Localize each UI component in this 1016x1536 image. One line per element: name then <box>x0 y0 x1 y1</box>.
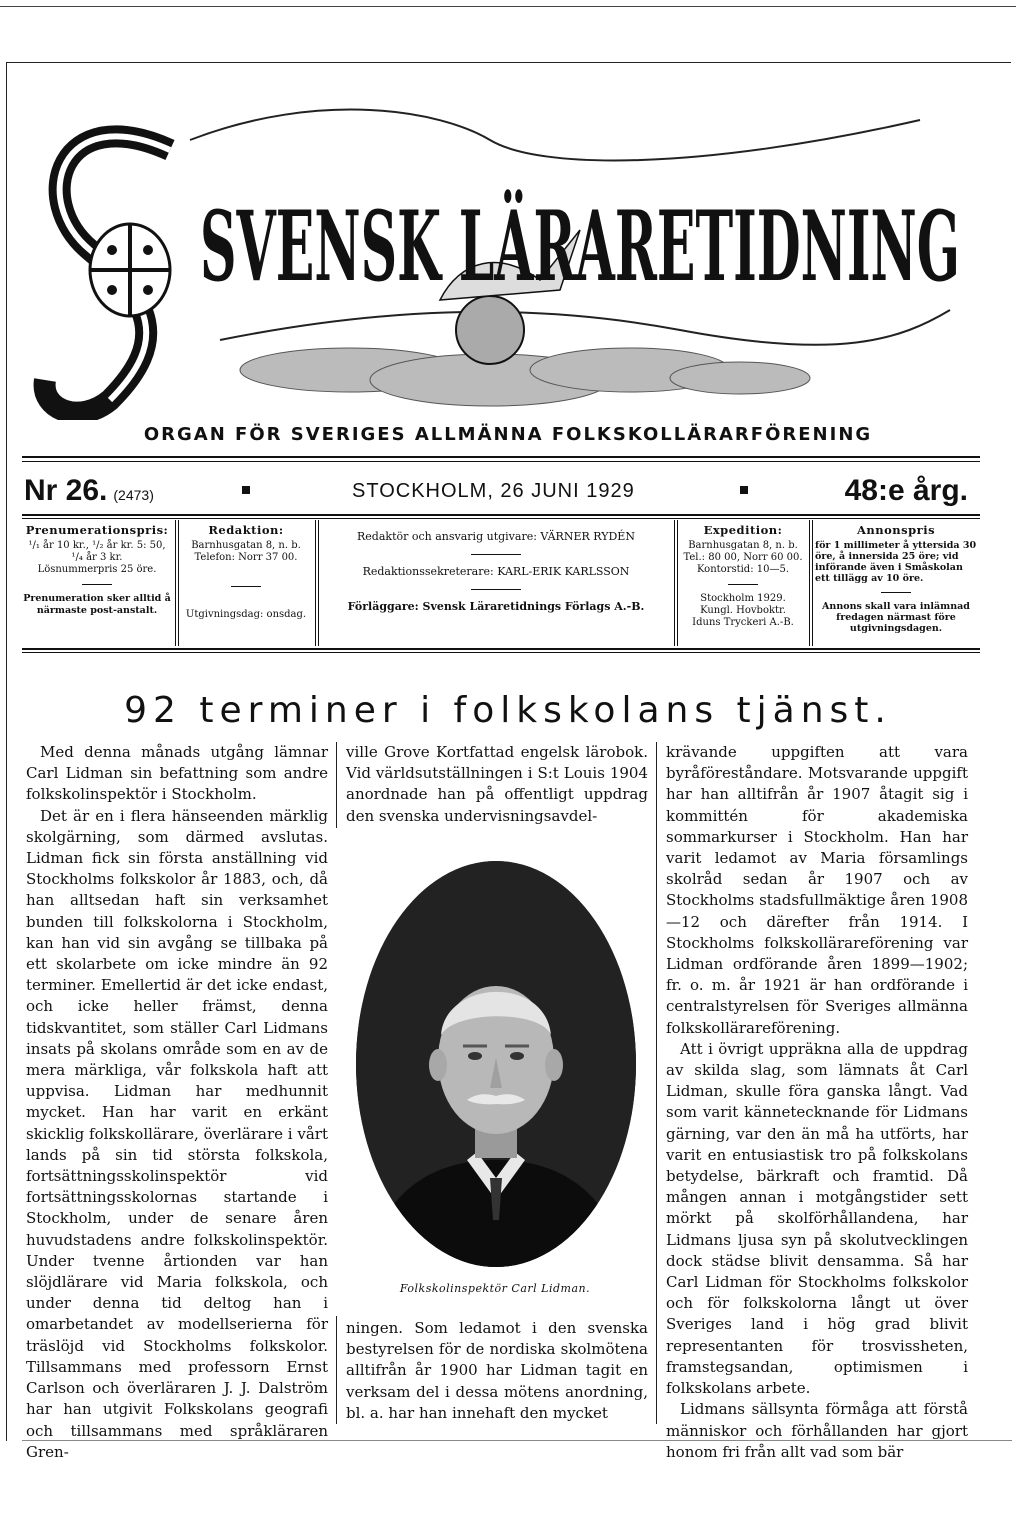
expedition-box <box>679 520 807 642</box>
advertising-heading: Annonspris <box>856 523 936 537</box>
editor-line: Redaktör och ansvarig utgivare: VÄRNER RYDÉN <box>357 530 635 543</box>
divider <box>471 554 521 555</box>
editorial-address: Barnhusgatan 8, n. b. <box>191 540 301 551</box>
issue-number: Nr 26. (2473) <box>24 474 154 507</box>
masthead-logo <box>20 80 980 420</box>
paragraph: ningen. Som ledamot i den svenska bestyrelsen för de nordiska skolmötena alltifrån år 1900 har Lidman tagit en verksam del i dessa mötens anordning, bl. a. har han innehaft den mycket <box>346 1319 648 1422</box>
staff-box <box>320 520 672 642</box>
printer-line: Kungl. Hovboktr. <box>700 605 786 616</box>
column-separator <box>677 520 678 646</box>
portrait-image <box>355 860 637 1268</box>
column-separator <box>175 520 176 646</box>
issue-serial: (2473) <box>113 487 154 503</box>
subscription-line: ¹/₄ år 3 kr. <box>71 552 123 563</box>
secretary-line: Redaktionssekreterare: KARL-ERIK KARLSSON <box>362 565 630 578</box>
article-headline: 92 terminer i folkskolans tjänst. <box>124 690 892 731</box>
column-rule <box>656 742 657 1424</box>
paragraph: Med denna månads utgång lämnar Carl Lidman sin befattning som andre folkskolinspektör i Stockholm. <box>26 743 328 804</box>
rule-mid-2 <box>22 518 980 519</box>
article-column-2-top <box>346 742 648 827</box>
column-rule <box>336 742 337 828</box>
expedition-phone: Tel.: 80 00, Norr 60 00. <box>683 552 803 563</box>
place-date: STOCKHOLM, 26 JUNI 1929 <box>352 480 635 502</box>
rule-top-1 <box>22 456 980 458</box>
paragraph: ville Grove Kortfattad engelsk lärobok. Vid världsutställningen i S:t Louis 1904 anordnade han på offentligt uppdrag den svenska undervisningsavdel- <box>346 743 648 825</box>
editorial-phone: Telefon: Norr 37 00. <box>194 552 298 563</box>
advertising-box <box>815 520 977 642</box>
issue-row <box>22 474 980 514</box>
organ-subtitle: ORGAN FÖR SVERIGES ALLMÄNNA FOLKSKOLLÄRARFÖRENING <box>143 424 873 445</box>
article-column-1 <box>26 742 328 1463</box>
printer-line: Iduns Tryckeri A.-B. <box>692 617 794 628</box>
article-column-3 <box>666 742 968 1463</box>
subscription-box <box>22 520 172 642</box>
column-separator <box>178 520 179 646</box>
paragraph: krävande uppgiften att vara byråföreståndare. Motsvarande uppgift har han alltifrån år 1907 åtagit sig i kommittén för akademiska sommarkurser i Stockholm. Han har varit ledamot av Maria församlings skolråd sedan år 1907 och av Stockholms stadsfullmäktige åren 1908—12 och därefter från 1914. I Stockholms folkskollärareförening var Lidman ordförande åren 1899—1902; fr. o. m. år 1921 är han ordförande i centralstyrelsen för Sveriges allmänna folkskollärareförening. <box>666 743 968 1037</box>
paragraph: Lidmans sällsynta förmåga att förstå människor och förhållanden har gjort honom fri från allt vad som bär <box>666 1400 968 1461</box>
divider <box>231 586 261 587</box>
article-column-2-bottom <box>346 1318 648 1424</box>
editorial-box <box>180 520 312 642</box>
rule-bottom-2 <box>22 652 980 653</box>
subscription-heading: Prenumerationspris: <box>25 523 169 537</box>
subscription-note: Prenumeration sker alltid å närmaste post-anstalt. <box>23 593 171 616</box>
advertising-deadline: Annons skall vara inlämnad fredagen närmast före utgivningsdagen. <box>822 601 970 634</box>
top-edge-line <box>0 6 1016 7</box>
publishing-day: Utgivningsdag: onsdag. <box>185 609 307 620</box>
expedition-address: Barnhusgatan 8, n. b. <box>688 540 798 551</box>
column-rule <box>336 1316 337 1424</box>
paragraph: Det är en i flera hänseenden märklig skolgärning, som därmed avslutas. Lidman fick sin första anställning vid Stockholms folkskolor år 1883, och, då han alltsedan haft sin verksamhet bunden till folkskolorna i Stockholm, kan han vid sin avgång se tillbaka på ett skolarbete om icke mindre än 92 terminer. Emellertid är det icke endast, och icke heller främst, denna tidskvantitet, som ställer Carl Lidmans insats på skolans område som en av de mera märkliga, vår folkskola haft att uppvisa. Lidman har medhunnit mycket. Han har varit en erkänt skicklig folkskollärare, överlärare i vårt lands på sin tid största folkskola, fortsättningsskolinspektör vid fortsättningsskolornas startande i Stockholm, under de senare åren huvudstadens andre folkskolinspektör. Under tvenne årtionden var han slöjdlärare vid Maria folkskola, och under denna tid deltog han i omarbetandet av modellserierna för träslöjd vid Stockholms folkskolor. Tillsammans med professorn Ernst Carlson och överläraren J. J. Dalström har han utgivit Folkskolans geografi och tillsammans med språkläraren Gren- <box>26 806 328 1461</box>
rule-top-2 <box>22 461 980 462</box>
divider <box>471 589 521 590</box>
bottom-rule <box>22 1440 1012 1441</box>
advertising-rates: för 1 millimeter å yttersida 30 öre, å innersida 25 öre; vid införande även i Småskolan ett tillägg av 10 öre. <box>815 540 977 584</box>
divider <box>881 592 911 593</box>
photo-caption: Folkskolinspektör Carl Lidman. <box>399 1282 591 1295</box>
bullet-icon <box>242 486 250 494</box>
column-separator <box>812 520 813 646</box>
rule-mid-1 <box>22 514 980 516</box>
rule-bottom-1 <box>22 648 980 650</box>
portrait-photo <box>355 860 637 1268</box>
subscription-line: ¹/₁ år 10 kr., ¹/₂ år kr. 5: 50, <box>28 540 166 551</box>
column-separator <box>809 520 810 646</box>
column-separator <box>315 520 316 646</box>
divider <box>82 584 112 585</box>
expedition-heading: Expedition: <box>703 523 783 537</box>
divider <box>728 584 758 585</box>
column-separator <box>674 520 675 646</box>
column-separator <box>318 520 319 646</box>
printer-line: Stockholm 1929. <box>700 593 786 604</box>
masthead-artwork <box>20 80 980 420</box>
volume-year: 48:e årg. <box>844 474 968 507</box>
publisher-line: Förläggare: Svensk Läraretidnings Förlags A.-B. <box>347 600 645 613</box>
bullet-icon <box>740 486 748 494</box>
office-hours: Kontorstid: 10—5. <box>696 564 790 575</box>
single-copy-price: Lösnummerpris 25 öre. <box>37 564 157 575</box>
masthead-title: SVENSK LÄRARETIDNING <box>200 190 960 303</box>
paragraph: Att i övrigt uppräkna alla de uppdrag av skilda slag, som lämnats åt Carl Lidman, skulle föra ganska långt. Vad som varit kännetecknande för Lidmans gärning, var den än må ha utförts, har varit en entusiastisk tro på folkskolans betydelse, bärkraft och framtid. Då mången annan i motgångstider sett mörkt på skolförhållandena, har Lidmans ljusa syn på skolutvecklingen dock städse blivit densamma. Så har Carl Lidman för Stockholms folkskolor och för folkskolorna långt ut över Sveriges land i hög grad blivit representanten för trosvissheten, framstegsandan, optimismen i folkskolans arbete. <box>666 1039 968 1398</box>
editorial-heading: Redaktion: <box>208 523 284 537</box>
